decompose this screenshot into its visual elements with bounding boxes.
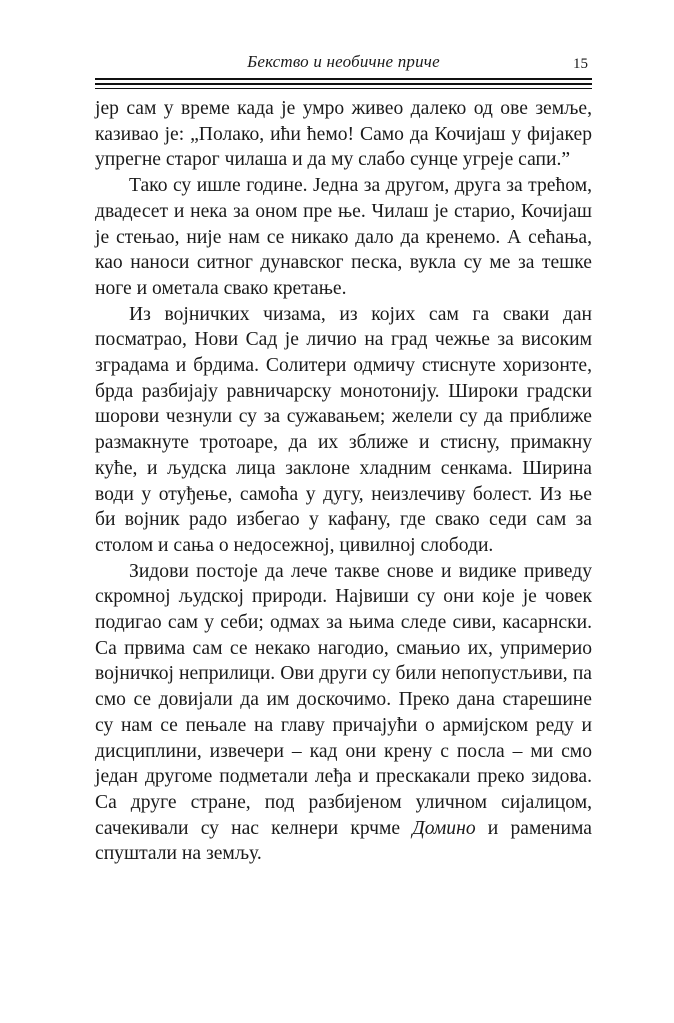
paragraph-text: Зидови постоје да лече такве снове и видике приведу скромној људској природи. Највиши су они које је човек подигао сам у себи; одмах за њима следе сиви, касарнски. Са првима сам се некако нагодио, смањио их, упримерио војничкој неприлици. Ови други су били непопустљиви, па смо се довијали да им доскочимо. Преко дана старешине су нам се пењале на главу причајући о армијском реду и дисциплини, извечери – кад они крену с посла – ми смо један другоме подметали леђа и прескакали преко зидова. Са друге стране, под разбијеном уличном сијалицом, сачекивали су нас келнери крчме xyxy=(95,560,592,839)
page-number: 15 xyxy=(573,56,588,72)
paragraph: Из војничких чизама, из којих сам га сваки дан посматрао, Нови Сад је личио на град чежње за високим зградама и брдима. Солитери одмичу стиснуте хоризонте, брда разбијају равничарску монотонију. Широки градски шорови чезнули су за сужавањем; желели су да приближе размакнуте тротоаре, да их зближе и стисну, примакну куће, и људска лица заклоне хладним сенкама. Ширина води у отуђење, самоћа у дугу, неизлечиву болест. Из ње би војник радо избегао у кафану, где свако седи сам за столом и сања о недосежној, цивилној слободи. xyxy=(95,303,592,556)
header-rule xyxy=(95,78,592,80)
running-header xyxy=(95,50,592,78)
page-body xyxy=(95,96,592,867)
paragraph: јер сам у време када је умро живео далеко од ове земље, казивао је: „Полако, ићи ћемо! Само да Кочијаш у фијакер упрегне старог чилаша и да му слабо сунце угреје сапи.” xyxy=(95,98,592,171)
italic-name: Домино xyxy=(412,817,476,839)
paragraph xyxy=(95,559,592,867)
paragraph: Тако су ишле године. Једна за другом, друга за трећом, двадесет и нека за оном пре ње. Чилаш је старио, Кочијаш је стењао, није нам се никако дало да кренемо. А сећања, као наноси ситног дунавског песка, вукла су ме за тешке ноге и ометала свако кретање. xyxy=(95,175,592,299)
header-rule xyxy=(95,83,592,85)
header-rule xyxy=(95,88,592,89)
paragraph-text: и раменима спуштали на земљу. xyxy=(95,817,592,865)
running-title: Бекство и необичне приче xyxy=(247,52,440,71)
